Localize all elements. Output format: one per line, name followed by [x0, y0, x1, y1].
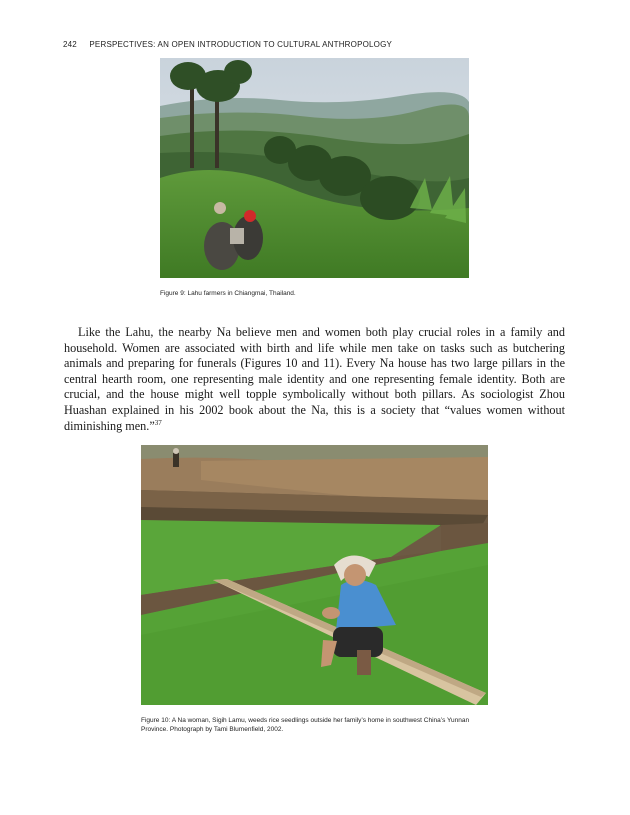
figure-9-photo — [160, 58, 469, 278]
figure-9-caption: Figure 9: Lahu farmers in Chiangmai, Thailand. — [160, 290, 296, 297]
paragraph-text: Like the Lahu, the nearby Na believe men and women both play crucial roles in a family and household. Women are associated with birth and life while men take on tasks such as butchering animals and preparing for funerals (Figures 10 and 11). Every Na house has two large pillars in the central hearth room, one representing male identity and one representing female identity. Both are crucial, and the house might well topple symbolically without both pillars. As sociologist Zhou Huashan explained in his 2002 book about the Na, this is a society that “values women without diminishing men.” — [64, 325, 565, 433]
footnote-reference: 37 — [154, 418, 162, 427]
figure-10-caption: Figure 10: A Na woman, Sigih Lamu, weeds rice seedlings outside her family’s home in southwest China’s Yunnan Province. Photograph by Tami Blumenfield, 2002. — [141, 717, 470, 733]
running-header — [63, 40, 392, 49]
running-title: PERSPECTIVES: AN OPEN INTRODUCTION TO CULTURAL ANTHROPOLOGY — [89, 40, 393, 49]
body-paragraph — [64, 325, 565, 434]
page-number: 242 — [63, 40, 77, 49]
figure-10-photo — [141, 445, 488, 705]
